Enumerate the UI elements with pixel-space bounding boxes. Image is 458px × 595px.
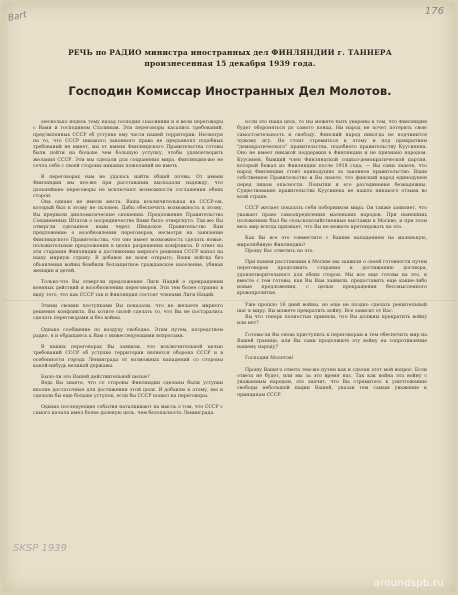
paragraph: Она однако не имели места. Ваша исключительная на СССР-ом, который был к этому не склонен. Дабы обеспечить возможность к этому, Вы прервали дипломатические сношения. Предложение Правительства Соединенных Штатов о посредничестве Вами было отвергнуто. Так-же Вы отвергли сделанное нами через Шведское Правительство Вам предложение о возобновлении переговоров, несмотря на заявление Финляндского Правительства, что оно имеет возможность сделать новые, положительные предложения в целях разрешения конфликта. В ответ на эти старания Финляндии к достижению мирного решения СССР напал на нашу мирную страну. В добавок не воюя открыто, Ваши войска без объявления войны бомбили беззащитное гражданское население, убивая женщин и детей. bbox=[33, 200, 223, 274]
paragraph: Уже прошло 16 дней войны, но еще не поздно сделать решительный шаг к миру. Вы можете прекратить войну. Все зависит от Вас. bbox=[237, 302, 427, 314]
handwritten-page-number: 176 bbox=[424, 6, 444, 17]
paragraph: Готовы-ли Вы снова приступить к переговорам и тем обеспечить мир на Вашей границе, или Вы сами продолжите эту войну на сопротивление нашему народу? bbox=[237, 332, 427, 350]
paragraph: Прошу Вас ответить на это. bbox=[245, 248, 314, 254]
speech-header-line-2: произнесенная 15 декабря 1939 года. bbox=[144, 58, 316, 68]
paragraph: Несколько недель тому назад господин Паасикиви и я вели переговоры с Вами и господином Сталиным. Эти переговоры касались требований, пред'явленных СССР об уступке ему части нашей территории. Несмотря на то, что СССР никакого законного права не предъявлял подобных требований не имеет, мы от имени Финляндского Правительства готовы были пойти на больше чем большую уступку, чтобы удовлетворить желания СССР. Эти мы сделали для сохранения мира. Финляндия-же не сочла себя с своей стороны никаких пожеланий не иметь. bbox=[33, 120, 223, 169]
paragraph: Как Вы все это совместите с Вашим нападением на маленькую, миролюбивую Финляндию? bbox=[237, 236, 427, 248]
paragraph: Этими своими поступками Вы показали, что не желаете мирного решения конфликта. Вы хотите силой сделать то, что Вы не постарались сделать переговорами и без войны. bbox=[33, 303, 223, 322]
paragraph: При нашем расставании в Москве мы заявили о своей готовности путем переговоров продолжить старания к достижению договора, удовлетворительного для обеих сторон. Мы все еще готовы на это, и вместе с тем готовы, как Вы Вам заявили, предоставить еще какие-либо новые предложения, с целью прекращения бессмысленного кровопролития. bbox=[237, 260, 427, 297]
handwritten-note-bottom-left: SKSP 1939 bbox=[13, 543, 67, 554]
paragraph: Однако последующие события наталкивают на мысль о том, что СССР с самого начала имел более далекую цель, чем безопасность Ленинграда. bbox=[33, 405, 223, 417]
paragraph: Однако сообщение по воздуху свободно. Этим путем, посредством радио, я и обращаюсь к Вам с нижеследующими вопросами. bbox=[33, 327, 223, 339]
speech-header bbox=[40, 48, 420, 69]
site-watermark: aroundspb.ru bbox=[373, 578, 444, 589]
paragraph: Господин Молотов! bbox=[245, 356, 294, 362]
paragraph: Если это Ваша цель, то Вы можете быть уверены в том, что Финляндия будет обороняться до самого конца. Ни народ не хочет потерять свою самостоятельность и свободу. Финский народ никогда не подчинится чужому игу. Не стоит стремиться к этому и под прикрытием "демократического" правительства, подобного правительству Куусинена. Оно не имеет никакой поддержки в Финляндии и не признано народом. Куусинен, бывший член Финляндской социал-демократической партии, который бежал из Финляндии после 1918 года, — Вы сами знаете, что народ Финляндии стоит единодушно за законное правительство. Ваше собственное Правительство и Вы знаете, что финский народ единодушен перед лицом опасности. Попытки и его раз'единения безнадежны. Существование правительства Куусинена не нашло никакого отзыва во всей стране. bbox=[237, 120, 427, 200]
paragraph: Вы что теперь полностью приняли, что Вы должны прекратить войну или нет? bbox=[237, 315, 427, 327]
left-text-column bbox=[33, 120, 223, 534]
paragraph: СССР желает показать себя поборником мира. Он также заявляет, что уважает право самоопределения маленьких народов. При нынешних положениях был бы сельскохозяйственные выставки в Москве, и при этом весь мир всегда признает, что Вы не можете претендовать на это. bbox=[237, 206, 427, 230]
right-text-column bbox=[237, 120, 427, 527]
paragraph: Ведь Вы знаете, что со стороны Финляндии сделаны были уступки вполне достаточные для достижения этой цели. Я добавлю к этому, мы и сделали бы еще больше уступок, если бы СССР пошел на переговоры. bbox=[33, 381, 223, 399]
handwritten-note-top-left: Bart bbox=[7, 10, 28, 24]
paragraph: Прошу Вашего ответа тем-же путем как и сделан этот мой вопрос. Если ответа не будет, или мы за это время нас. Так как война эта войну с уважаемым народом, это значит, что Вы стремитесь к уничтожению свободы небольшой нации Вашей, указав тем самым уважение к принципам СССР. bbox=[237, 367, 427, 398]
speech-header-line-1: РЕЧЬ по РАДИО министра иностранных дел ФИНЛЯНДИИ г. ТАННЕРА bbox=[68, 48, 392, 57]
document-title: Господин Комиссар Иностранных Дел Молотов. bbox=[68, 84, 392, 98]
paragraph: В переговорах нам не удалось найти общей почвы. От имени Финляндии мы все-же при расставании высказали надежду, что дальнейшие переговоры не исключают возможности соглашения обеих сторон. bbox=[33, 175, 223, 199]
paragraph: Только-что Вы отвергли предложение Лиги Наций о прекращении военных действий и возобновлении переговоров. Эти тем более странно в виду того, что как СССР так и Финляндия состоят членами Лиги Наций. bbox=[33, 280, 223, 298]
paragraph: В наших переговорах Вы заявили, что исключительной целью требований СССР об уступке территории является оборона СССР и в особенности города Ленинграда от возможных нападений со стороны какой-нибудь великой державы. bbox=[33, 345, 223, 369]
paragraph: Было-ли это Вашей действительной целью? bbox=[41, 375, 150, 380]
